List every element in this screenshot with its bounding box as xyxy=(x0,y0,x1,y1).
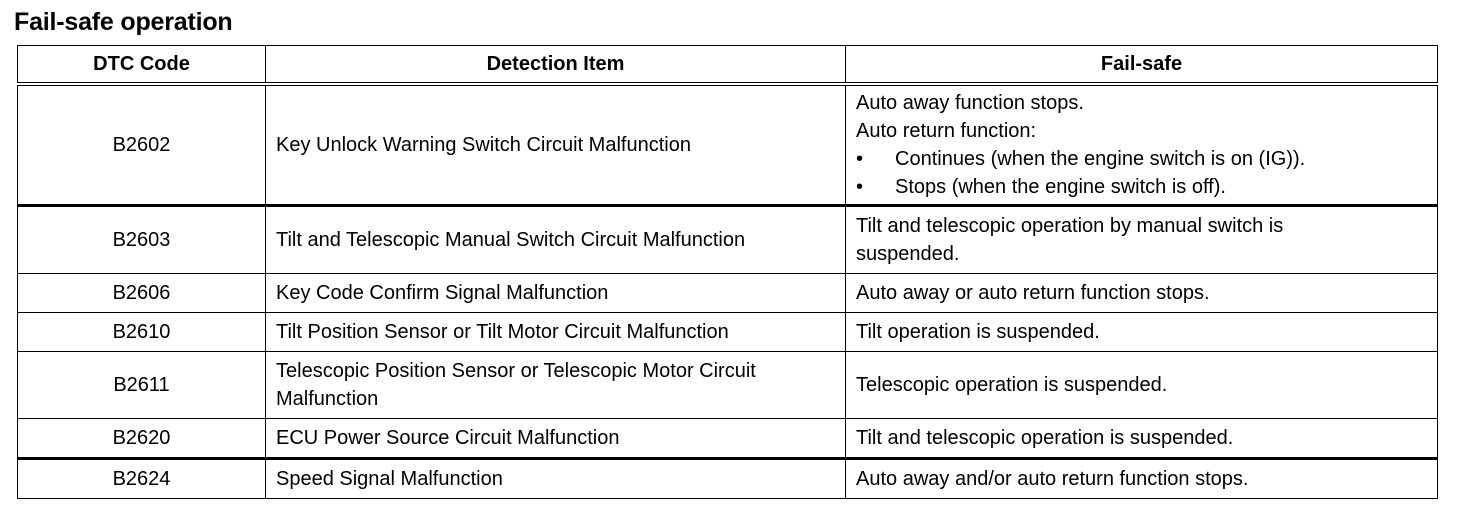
detection-item-cell: Tilt and Telescopic Manual Switch Circuit Malfunction xyxy=(266,206,846,274)
fail-safe-cell xyxy=(846,459,1438,499)
dtc-code-cell: B2620 xyxy=(18,419,266,459)
dtc-code-cell: B2611 xyxy=(18,352,266,419)
fail-safe-cell xyxy=(846,84,1438,206)
fail-safe-bullet-text: Stops (when the engine switch is off). xyxy=(895,176,1226,198)
fail-safe-cell xyxy=(846,313,1438,352)
table-row xyxy=(18,274,1438,313)
bullet-icon: • xyxy=(856,148,864,170)
header-dtc-code: DTC Code xyxy=(18,46,266,85)
fail-safe-line: Tilt operation is suspended. xyxy=(856,321,1100,343)
fail-safe-bullet-text: Continues (when the engine switch is on (IG)). xyxy=(895,148,1306,170)
fail-safe-bullet-item xyxy=(856,173,1427,201)
fail-safe-cell xyxy=(846,352,1438,419)
table-row xyxy=(18,206,1438,274)
table-row xyxy=(18,313,1438,352)
dtc-code-cell: B2624 xyxy=(18,459,266,499)
fail-safe-cell xyxy=(846,274,1438,313)
detection-item-cell: Key Code Confirm Signal Malfunction xyxy=(266,274,846,313)
table-row xyxy=(18,84,1438,206)
fail-safe-cell xyxy=(846,206,1438,274)
table-row xyxy=(18,419,1438,459)
table-header-row xyxy=(18,46,1438,85)
detection-item-cell: Telescopic Position Sensor or Telescopic Motor Circuit Malfunction xyxy=(266,352,846,419)
table-row xyxy=(18,459,1438,499)
page-title: Fail-safe operation xyxy=(14,8,233,36)
dtc-code-cell: B2602 xyxy=(18,84,266,206)
fail-safe-bullet-item xyxy=(856,145,1427,173)
bullet-icon: • xyxy=(856,176,864,198)
fail-safe-table xyxy=(17,45,1438,499)
detection-item-cell: ECU Power Source Circuit Malfunction xyxy=(266,419,846,459)
fail-safe-line: Tilt and telescopic operation by manual switch is xyxy=(856,215,1284,237)
dtc-code-cell: B2603 xyxy=(18,206,266,274)
detection-item-cell: Speed Signal Malfunction xyxy=(266,459,846,499)
detection-item-cell: Key Unlock Warning Switch Circuit Malfunction xyxy=(266,84,846,206)
fail-safe-line: Auto away function stops. xyxy=(856,92,1084,114)
fail-safe-line: Telescopic operation is suspended. xyxy=(856,374,1168,396)
fail-safe-line: Auto away or auto return function stops. xyxy=(856,282,1210,304)
fail-safe-line: Auto return function: xyxy=(856,120,1037,142)
detection-item-cell: Tilt Position Sensor or Tilt Motor Circuit Malfunction xyxy=(266,313,846,352)
fail-safe-line: Tilt and telescopic operation is suspended. xyxy=(856,427,1234,449)
header-fail-safe: Fail-safe xyxy=(846,46,1438,85)
dtc-code-cell: B2606 xyxy=(18,274,266,313)
fail-safe-line: suspended. xyxy=(856,243,960,265)
fail-safe-cell xyxy=(846,419,1438,459)
dtc-code-cell: B2610 xyxy=(18,313,266,352)
table-row xyxy=(18,352,1438,419)
header-detection-item: Detection Item xyxy=(266,46,846,85)
fail-safe-line: Auto away and/or auto return function stops. xyxy=(856,468,1249,490)
